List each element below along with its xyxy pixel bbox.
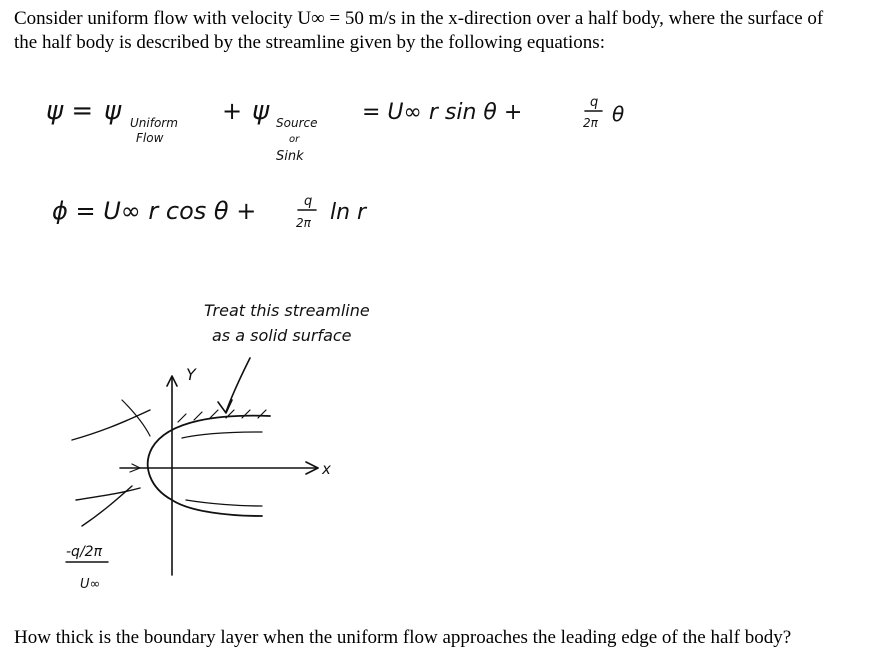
streamline-note [204,301,370,413]
psi-lhs: ψ = [46,96,94,126]
phi-equation: ϕ = U∞ r cos θ + [52,197,257,225]
outer-streamline-lower-2 [82,486,132,526]
phi-fraction-numerator: q [304,194,313,209]
outer-streamline-upper [72,410,150,440]
stagnation-streamline [122,400,150,436]
potential-function-equation [52,194,368,230]
half-body-sketch [66,365,331,592]
uniform-subscript: Uniform [130,116,178,130]
inner-streamline [182,432,262,438]
fraction-denominator: 2π [583,116,598,130]
psi-uniform: ψ [104,96,122,126]
source-subscript: Source [276,116,318,130]
psi-rhs: = U∞ r sin θ + [362,100,523,125]
y-axis-label: Y [186,365,196,384]
flow-subscript: Flow [136,131,164,145]
psi-source: ψ [252,96,270,126]
sink-subscript: Sink [276,149,304,164]
inner-streamline [186,500,262,506]
note-line-1: Treat this streamline [204,301,370,320]
intro-line-1: Consider uniform flow with velocity U∞ = 50 m/s in the x-direction over a half body, where the surface of [14,8,824,29]
or-subscript: or [289,134,300,145]
stream-function-equation [46,95,624,164]
outer-streamline-lower [76,488,140,500]
ln-r: ln r [330,200,367,225]
phi-fraction-denominator: 2π [296,216,311,230]
half-body-surface [148,416,270,516]
problem-question: How thick is the boundary layer when the uniform flow approaches the leading edge of the half body? [14,627,792,648]
theta-symbol: θ [612,102,625,126]
note-line-2: as a solid surface [212,326,352,345]
intro-line-2: the half body is described by the streamline given by the following equations: [14,32,605,53]
plus-sign: + [222,97,243,125]
fraction-numerator: q [590,95,599,110]
stagnation-numerator: -q/2π [66,544,102,560]
stagnation-denominator: U∞ [80,577,101,592]
x-axis-label: x [322,460,331,478]
